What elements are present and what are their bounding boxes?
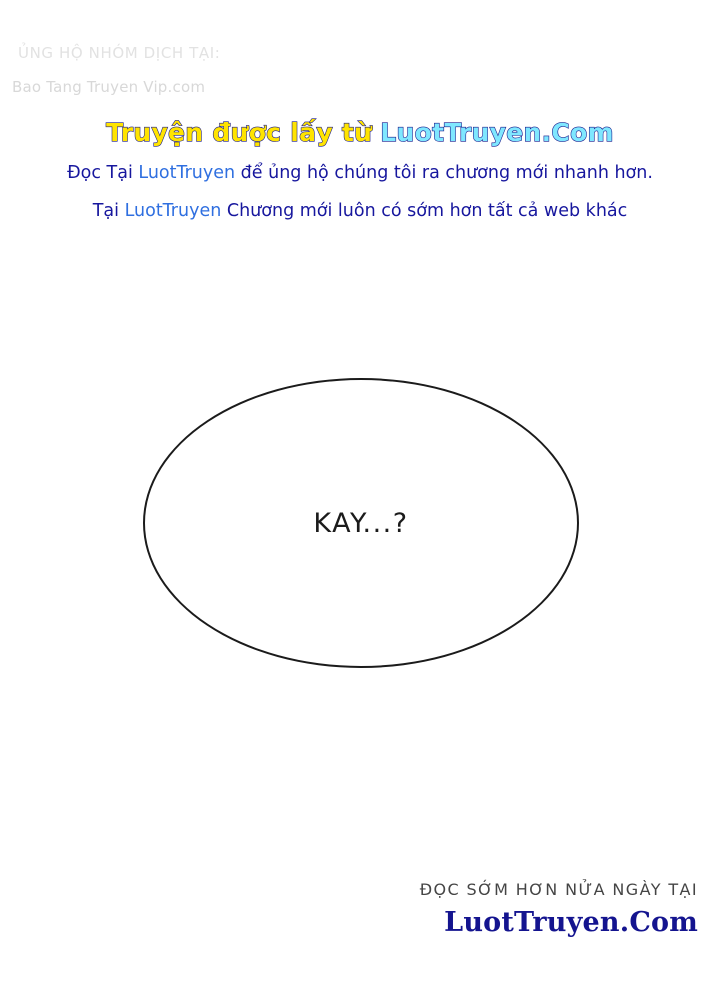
promo-line1-c: để ủng hộ chúng tôi ra chương mới nhanh hơn.: [235, 163, 653, 183]
promo-title-part1: Truyện được lấy từ: [106, 118, 373, 147]
watermark-bottom-line: ĐỌC SỚM HƠN NỬA NGÀY TẠI: [419, 880, 698, 899]
promo-line2-a: Tại: [92, 201, 125, 221]
promo-line1-a: Đọc Tại: [67, 163, 139, 183]
promo-line2-brand: LuotTruyen: [124, 201, 222, 221]
speech-bubble: [143, 378, 579, 668]
promo-line2-c: Chương mới luôn có sớm hơn tất cả web khác: [221, 201, 628, 221]
watermark-top-line1: ỦNG HỘ NHÓM DỊCH TẠI:: [18, 44, 221, 62]
speech-bubble-text: KAY...?: [313, 507, 409, 539]
watermark-top-line2: Bao Tang Truyen Vip.com: [12, 78, 206, 96]
promo-line-1: [0, 160, 720, 186]
promo-line-2: [0, 198, 720, 224]
promo-banner: [0, 118, 720, 224]
promo-title-part2: LuotTruyen.Com: [380, 118, 614, 147]
watermark-bottom: [420, 880, 698, 938]
promo-line1-brand: LuotTruyen: [138, 163, 236, 183]
watermark-bottom-brand: LuotTruyen.Com: [444, 907, 698, 938]
promo-title: [0, 118, 720, 148]
